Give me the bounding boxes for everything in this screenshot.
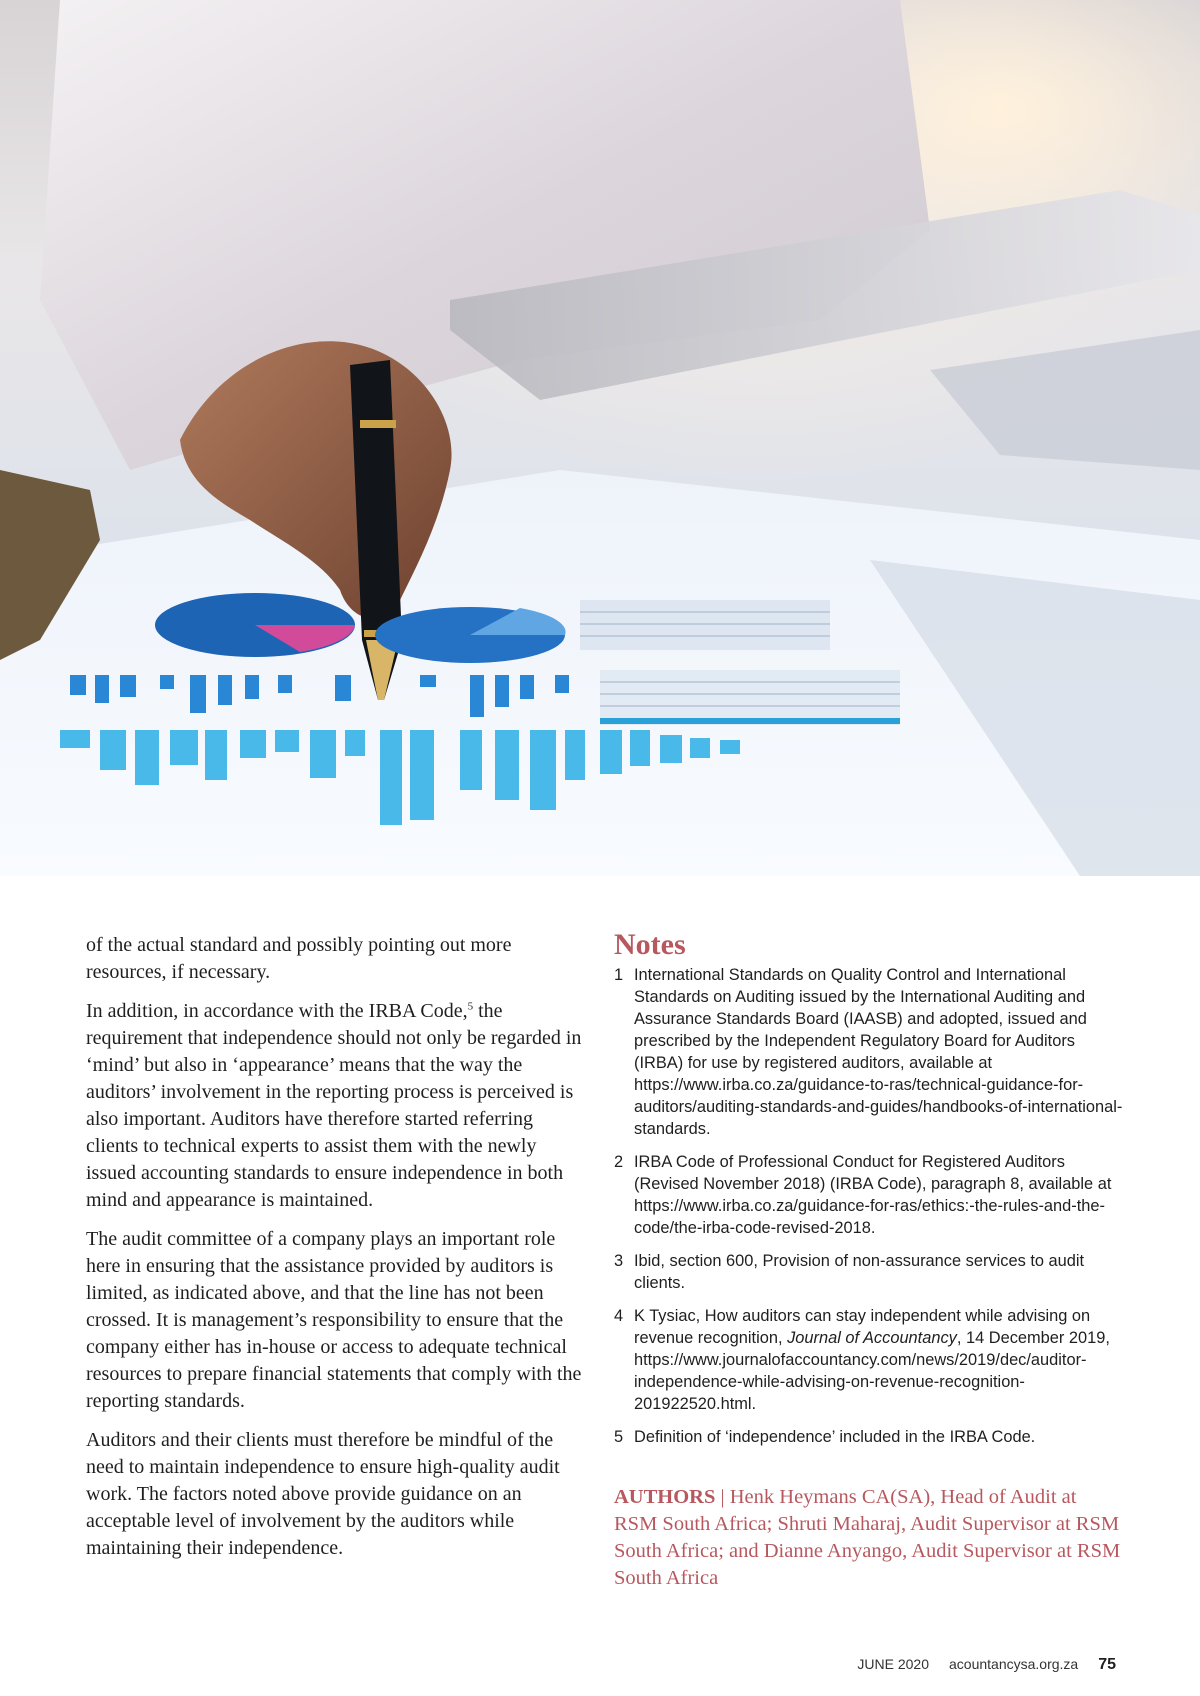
article-body <box>86 932 586 1574</box>
note-text: IRBA Code of Professional Conduct for Registered Auditors (Revised November 2018) (IRBA Code), paragraph 8, available at https://www.irba.co.za/guidance-for-ras/ethics:-the-rules-and-the-code/the-irba-code-revised-2018. <box>634 1153 1112 1237</box>
notes-section <box>614 928 1124 1592</box>
body-paragraph-3: The audit committee of a company plays an important role here in ensuring that the assistance provided by auditors is limited, as indicated above, and that the line has not been crossed. It is management’s responsibility to ensure that the company either has in-house or access to adequate technical resources to prepare financial statements that comply with the reporting standards. <box>86 1228 582 1412</box>
note-item <box>614 1426 1124 1448</box>
authors-label: AUTHORS <box>614 1486 716 1508</box>
authors-text: Henk Heymans CA(SA), Head of Audit at RSM South Africa; Shruti Maharaj, Audit Supervisor at RSM South Africa; and Dianne Anyango, Audit Supervisor at RSM South Africa <box>614 1486 1121 1589</box>
note-text-start: K Tysiac, How auditors can stay independent while advising on revenue recognition, <box>634 1307 1091 1347</box>
authors-separator: | <box>715 1486 730 1508</box>
note-number: 3 <box>614 1252 624 1270</box>
footnote-ref-5[interactable]: 5 <box>467 1000 474 1013</box>
note-text: International Standards on Quality Control and International Standards on Auditing issued by the International Auditing and Assurance Standards Board (IAASB) and adopted, issued and prescribed by the Independent Regulatory Board for Auditors (IRBA) for use by registered auditors, available at https://www.irba.co.za/guidance-to-ras/technical-guidance-for-auditors/auditing-standards-and-guides/handbooks-of-international-standards. <box>634 966 1123 1138</box>
issue-date: JUNE 2020 <box>857 1656 929 1672</box>
body-paragraph-2 <box>86 998 586 1214</box>
note-number: 4 <box>614 1307 624 1325</box>
body-paragraph-4: Auditors and their clients must therefore be mindful of the need to maintain independence to ensure high-quality audit work. The factors noted above provide guidance on an acceptable level of involvement by the auditors while maintaining their independence. <box>86 1429 560 1559</box>
shirt-shape <box>40 0 930 470</box>
journal-title: Journal of Accountancy <box>787 1329 957 1347</box>
note-text: Ibid, section 600, Provision of non-assurance services to audit clients. <box>634 1252 1085 1292</box>
notes-heading: Notes <box>614 928 686 961</box>
note-text <box>634 1305 1124 1415</box>
body-paragraph-2-start: In addition, in accordance with the IRBA Code, <box>86 1000 468 1022</box>
website-link[interactable]: acountancysa.org.za <box>949 1656 1079 1672</box>
note-text-end: , 14 December 2019, https://www.journalofaccountancy.com/news/2019/dec/auditor-independence-while-advising-on-revenue-recognition-201922520.html. <box>634 1329 1110 1413</box>
note-item <box>614 1151 1124 1239</box>
note-item <box>614 1305 1124 1415</box>
note-item <box>614 1250 1124 1294</box>
laptop-shape <box>930 330 1200 470</box>
note-text: Definition of ‘independence’ included in the IRBA Code. <box>634 1428 1036 1446</box>
body-paragraph-2-rest: the requirement that independence should not only be regarded in ‘mind’ but also in ‘appearance’ means that the way the auditors’ involvement in the reporting process is perceived is also important. Auditors have therefore started referring clients to technical experts to assist them with the newly issued accounting standards to ensure independence in both mind and appearance is maintained. <box>86 1000 582 1211</box>
page-number: 75 <box>1098 1656 1116 1673</box>
page-footer <box>857 1656 1116 1674</box>
notes-list <box>614 964 1124 1448</box>
note-number: 1 <box>614 966 624 984</box>
note-item <box>614 964 1124 1140</box>
note-number: 5 <box>614 1428 624 1446</box>
note-number: 2 <box>614 1153 624 1171</box>
body-paragraph-1: of the actual standard and possibly pointing out more resources, if necessary. <box>86 934 512 983</box>
authors-block <box>614 1484 1124 1592</box>
